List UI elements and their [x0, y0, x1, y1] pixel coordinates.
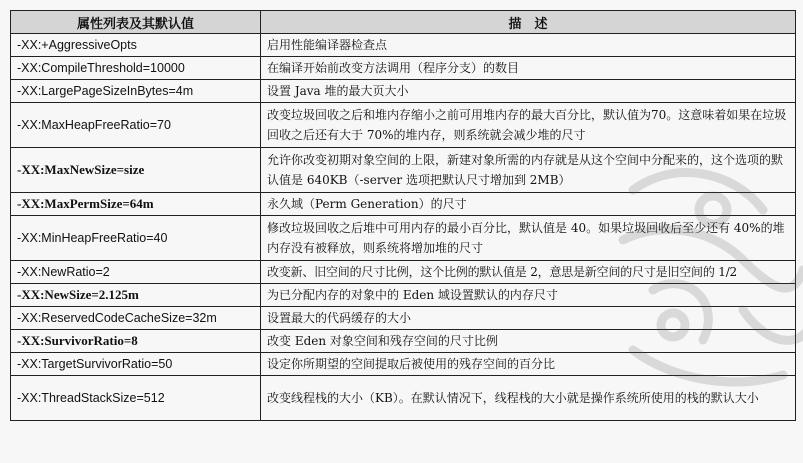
description-cell: 改变新、旧空间的尺寸比例，这个比例的默认值是 2，意思是新空间的尺寸是旧空间的 1/2 [261, 261, 796, 284]
description-cell: 启用性能编译器检查点 [261, 34, 796, 57]
description-cell: 修改垃圾回收之后堆中可用内存的最小百分比，默认值是 40。如果垃圾回收后至少还有 40%的堆内存没有被释放，则系统将增加堆的尺寸 [261, 216, 796, 261]
table-row [11, 216, 796, 261]
option-cell: -XX:MaxHeapFreeRatio=70 [11, 103, 261, 148]
description-cell: 改变线程栈的大小（KB）。在默认情况下，线程栈的大小就是操作系统所使用的栈的默认大小 [261, 376, 796, 421]
option-cell: -XX:MaxPermSize=64m [11, 193, 261, 216]
description-cell: 设置最大的代码缓存的大小 [261, 307, 796, 330]
table-row [11, 284, 796, 307]
table-row [11, 148, 796, 193]
option-cell: -XX:NewSize=2.125m [11, 284, 261, 307]
option-cell: -XX:ReservedCodeCacheSize=32m [11, 307, 261, 330]
table-row [11, 103, 796, 148]
table-row [11, 80, 796, 103]
option-cell: -XX:MaxNewSize=size [11, 148, 261, 193]
option-cell: -XX:MinHeapFreeRatio=40 [11, 216, 261, 261]
description-cell: 在编译开始前改变方法调用（程序分支）的数目 [261, 57, 796, 80]
table-row [11, 330, 796, 353]
table-row [11, 261, 796, 284]
table-row [11, 193, 796, 216]
option-cell: -XX:CompileThreshold=10000 [11, 57, 261, 80]
table-row [11, 353, 796, 376]
table-row [11, 307, 796, 330]
option-cell: -XX:NewRatio=2 [11, 261, 261, 284]
table-row [11, 376, 796, 421]
description-cell: 设定你所期望的空间提取后被使用的残存空间的百分比 [261, 353, 796, 376]
description-cell: 改变垃圾回收之后和堆内存缩小之前可用堆内存的最大百分比，默认值为70。这意味着如果在垃圾回收之后还有大于 70%的堆内存，则系统就会减少堆的尺寸 [261, 103, 796, 148]
description-cell: 为已分配内存的对象中的 Eden 域设置默认的内存尺寸 [261, 284, 796, 307]
table-header-row [11, 11, 796, 34]
option-cell: -XX:LargePageSizeInBytes=4m [11, 80, 261, 103]
table-row [11, 57, 796, 80]
jvm-options-table [10, 10, 796, 421]
header-description: 描 述 [261, 11, 796, 34]
option-cell: -XX:TargetSurvivorRatio=50 [11, 353, 261, 376]
description-cell: 允许你改变初期对象空间的上限，新建对象所需的内存就是从这个空间中分配来的，这个选项的默认值是 640KB（-server 选项把默认尺寸增加到 2MB） [261, 148, 796, 193]
description-cell: 设置 Java 堆的最大页大小 [261, 80, 796, 103]
description-cell: 永久域（Perm Generation）的尺寸 [261, 193, 796, 216]
option-cell: -XX:+AggressiveOpts [11, 34, 261, 57]
description-cell: 改变 Eden 对象空间和残存空间的尺寸比例 [261, 330, 796, 353]
option-cell: -XX:SurvivorRatio=8 [11, 330, 261, 353]
option-cell: -XX:ThreadStackSize=512 [11, 376, 261, 421]
header-options: 属性列表及其默认值 [11, 11, 261, 34]
table-row [11, 34, 796, 57]
